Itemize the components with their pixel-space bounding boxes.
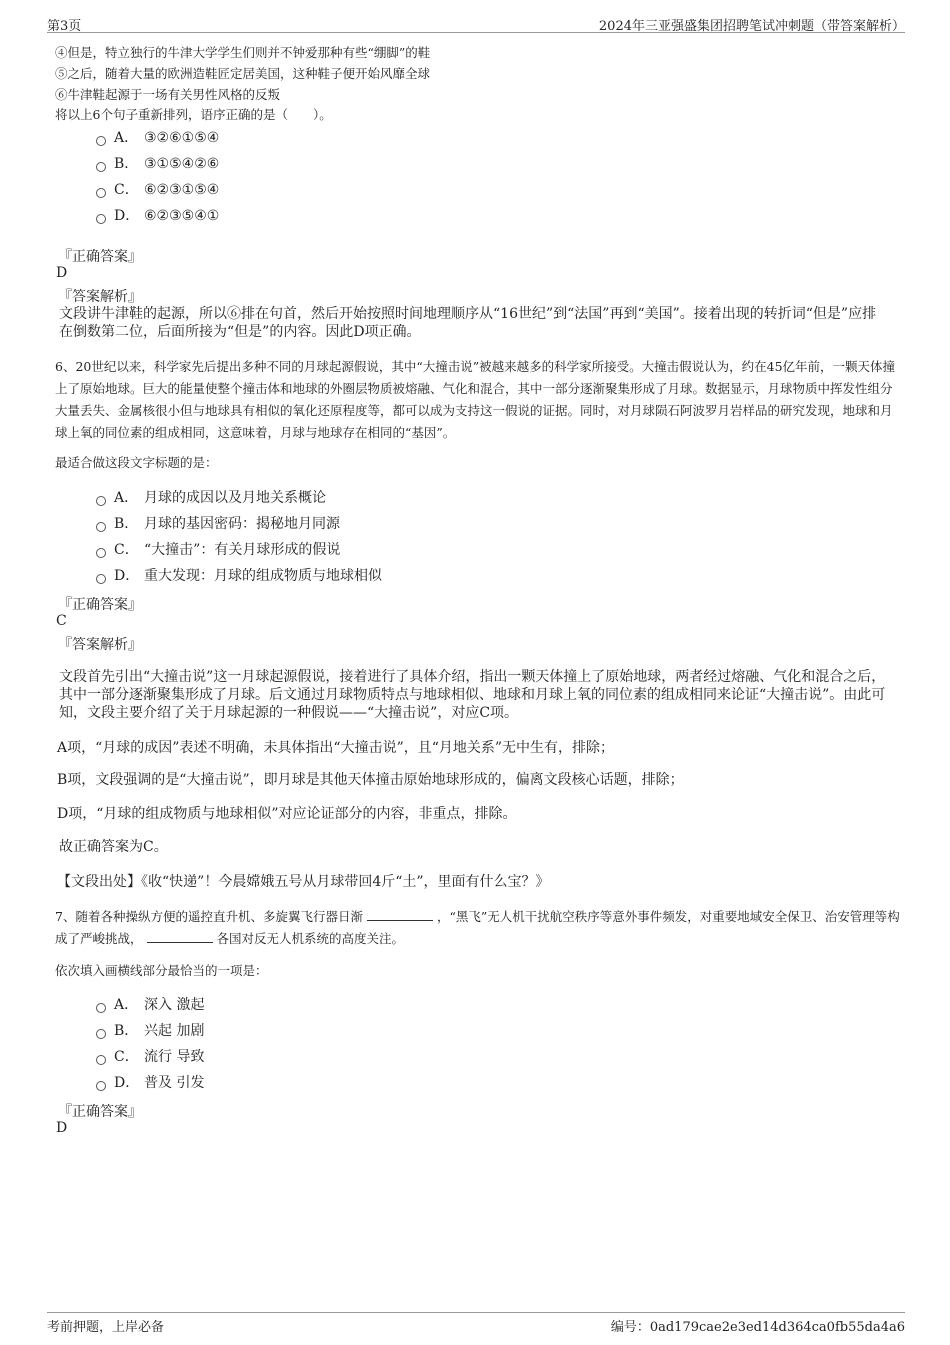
q7-option-a[interactable]: A． 深入 激起 <box>96 995 204 1015</box>
q5-line-5: ⑤之后，随着大量的欧洲造鞋匠定居美国，这种鞋子便开始风靡全球 <box>55 66 431 81</box>
radio-icon[interactable] <box>96 496 106 506</box>
q6-source: 【文段出处】《收“快递”！今晨嫦娥五号从月球带回4斤“土”，里面有什么宝？》 <box>57 874 550 890</box>
radio-icon[interactable] <box>96 136 106 146</box>
q6-stem: 6、20世纪以来，科学家先后提出多种不同的月球起源假说，其中“大撞击说”被越来越多的科学家所接受。大撞击假说认为，约在45亿年前，一颗天体撞上了原始地球。巨大的能量使整个撞击体和地球的外圈层物质被熔融、气化和混合，其中一部分逐渐聚集形成了月球。数据显示，月球物质中挥发性组分大量丢失、金属核很小但与地球具有相似的氧化还原程度等，都可以成为支持这一假说的证据。同时，对月球陨石阿波罗月岩样品的研究发现，地球和月球上氧的同位素的组成相同，这意味着，月球与地球存在相同的“基因”。 <box>55 359 896 440</box>
q7-option-d[interactable]: D． 普及 引发 <box>96 1073 204 1093</box>
q5-option-a[interactable]: A． ③②⑥①⑤④ <box>96 128 219 148</box>
q5-option-b[interactable]: B． ③①⑤④②⑥ <box>96 154 219 174</box>
radio-icon[interactable] <box>96 1029 106 1039</box>
document-id: 编号：0ad179cae2e3ed14d364ca0fb55da4a6 <box>610 1320 905 1335</box>
q7-option-c[interactable]: C． 流行 导致 <box>96 1047 204 1067</box>
fill-blank-2[interactable] <box>147 930 213 943</box>
q7-question: 依次填入画横线部分最恰当的一项是： <box>55 963 268 978</box>
fill-blank-1[interactable] <box>367 908 433 921</box>
radio-icon[interactable] <box>96 1081 106 1091</box>
q6-analysis-a: A项，“月球的成因”表述不明确，未具体指出“大撞击说”，且“月地关系”无中生有，排除； <box>57 740 615 756</box>
page-footer <box>47 1312 905 1335</box>
radio-icon[interactable] <box>96 188 106 198</box>
radio-icon[interactable] <box>96 214 106 224</box>
q6-question: 最适合做这段文字标题的是： <box>55 455 218 470</box>
radio-icon[interactable] <box>96 1003 106 1013</box>
q6-analysis-b: B项，文段强调的是“大撞击说”，即月球是其他天体撞击原始地球形成的，偏离文段核心话题，排除； <box>57 772 684 788</box>
q6-answer-heading: 『正确答案』 <box>58 597 142 613</box>
q5-answer: D <box>56 265 68 281</box>
radio-icon[interactable] <box>96 1055 106 1065</box>
q5-question: 将以上6个句子重新排列，语序正确的是（ ）。 <box>55 107 332 122</box>
q5-line-4: ④但是，特立独行的牛津大学学生们则并不钟爱那种有些“绷脚”的鞋 <box>55 45 431 60</box>
q6-option-a[interactable]: A． 月球的成因以及月地关系概论 <box>96 488 326 508</box>
q7-option-b[interactable]: B． 兴起 加剧 <box>96 1021 204 1041</box>
q7-answer: D <box>56 1120 68 1136</box>
q7-stem: 7、随着各种操纵方便的遥控直升机、多旋翼飞行器日渐 ，“黑飞”无人机干扰航空秩序等意外事件频发，对重要地域安全保卫、治安管理等构成了严峻挑战， 各国对反无人机系统的高度关注。 <box>55 909 900 946</box>
radio-icon[interactable] <box>96 522 106 532</box>
q6-analysis-d: D项，“月球的组成物质与地球相似”对应论证部分的内容，非重点，排除。 <box>57 806 517 822</box>
q6-option-b[interactable]: B． 月球的基因密码：揭秘地月同源 <box>96 514 340 534</box>
document-title: 2024年三亚强盛集团招聘笔试冲刺题（带答案解析） <box>598 19 905 34</box>
q7-answer-heading: 『正确答案』 <box>58 1104 142 1120</box>
footer-slogan: 考前押题，上岸必备 <box>47 1320 165 1335</box>
q5-analysis: 文段讲牛津鞋的起源，所以⑥排在句首，然后开始按照时间地理顺序从“16世纪”到“法国”再到“美国”。接着出现的转折词“但是”应排在倒数第二位，后面所接为“但是”的内容。因此D项正确。 <box>59 306 877 340</box>
q5-line-6: ⑥牛津鞋起源于一场有关男性风格的反叛 <box>55 87 281 102</box>
radio-icon[interactable] <box>96 162 106 172</box>
q5-analysis-heading: 『答案解析』 <box>58 289 142 305</box>
q6-analysis-heading: 『答案解析』 <box>58 637 142 653</box>
q6-analysis-paragraph: 文段首先引出“大撞击说”这一月球起源假说，接着进行了具体介绍，指出一颗天体撞上了原始地球，两者经过熔融、气化和混合之后，其中一部分逐渐聚集形成了月球。后文通过月球物质特点与地球相似、地球和月球上氧的同位素的组成相同来论证“大撞击说”。由此可知，文段主要介绍了关于月球起源的一种假说——“大撞击说”，对应C项。 <box>59 669 886 721</box>
page-number: 第3页 <box>47 19 82 34</box>
q6-option-d[interactable]: D． 重大发现：月球的组成物质与地球相似 <box>96 566 382 586</box>
page-header <box>47 12 905 33</box>
q6-analysis-conclusion: 故正确答案为C。 <box>59 839 168 855</box>
q5-option-d[interactable]: D． ⑥②③⑤④① <box>96 206 219 226</box>
radio-icon[interactable] <box>96 574 106 584</box>
q6-option-c[interactable]: C． “大撞击”：有关月球形成的假说 <box>96 540 340 560</box>
q5-option-c[interactable]: C． ⑥②③①⑤④ <box>96 180 219 200</box>
q6-answer: C <box>56 613 67 629</box>
q5-answer-heading: 『正确答案』 <box>58 249 142 265</box>
radio-icon[interactable] <box>96 548 106 558</box>
